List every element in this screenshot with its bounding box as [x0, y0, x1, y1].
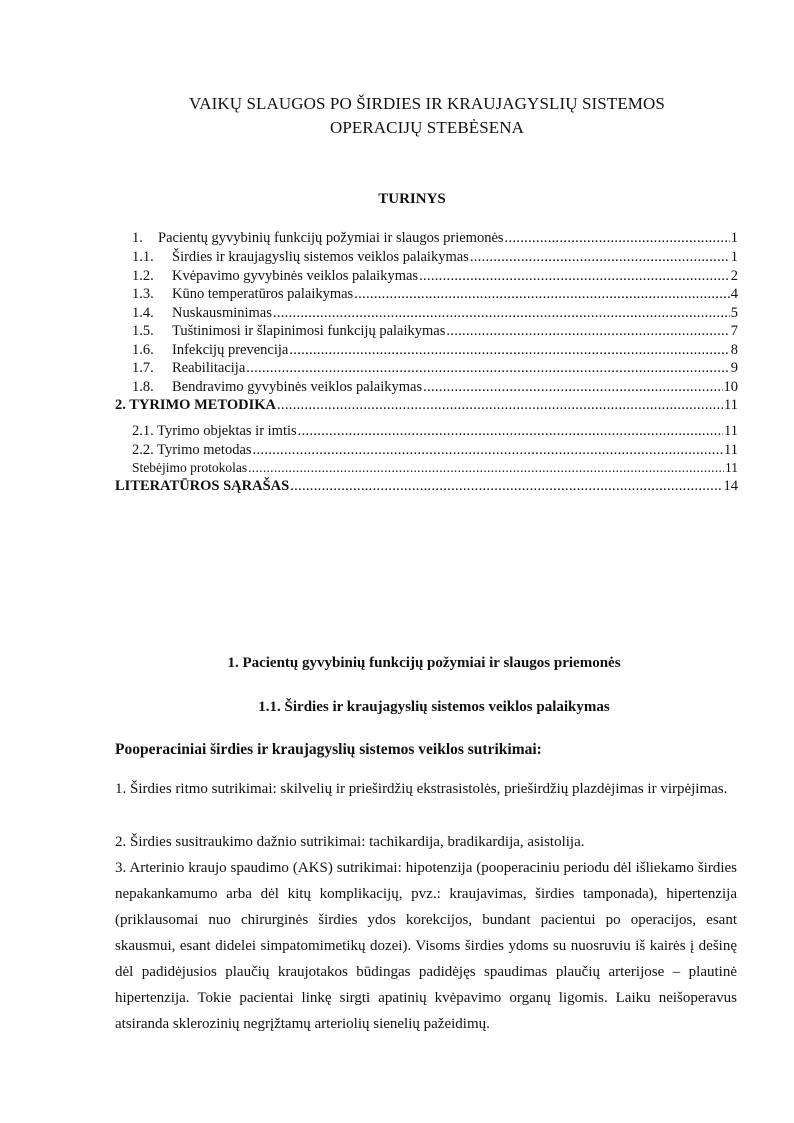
paragraph-heading: Pooperaciniai širdies ir kraujagyslių sistemos veiklos sutrikimai:: [115, 741, 542, 758]
toc-entry-page: 11: [724, 442, 738, 458]
toc-entry-number: 1.7.: [132, 360, 154, 376]
toc-entry-label: Pacientų gyvybinių funkcijų požymiai ir slaugos priemonės: [158, 230, 504, 246]
toc-dot-leader: [253, 441, 723, 459]
toc-entry-1-5[interactable]: [132, 322, 738, 340]
toc-entry-page: 7: [730, 323, 738, 339]
toc-entry-label: Stebėjimo protokolas: [132, 460, 248, 475]
body-paragraph-2: 2. Širdies susitraukimo dažnio sutrikimai: tachikardija, bradikardija, asistolija.: [115, 834, 585, 850]
toc-dot-leader: [289, 341, 729, 359]
toc-entry-page: 4: [730, 286, 738, 302]
toc-dot-leader: [505, 229, 730, 247]
toc-entry-label: Nuskausminimas: [172, 305, 272, 321]
toc-entry-label: LITERATŪROS SĄRAŠAS: [115, 478, 290, 494]
toc-entry-1-7[interactable]: [132, 359, 738, 377]
toc-entry-number: 1.1.: [132, 249, 154, 265]
toc-entry-1[interactable]: [132, 229, 738, 247]
toc-entry-page: 1: [730, 249, 738, 265]
toc-entry-number: 1.5.: [132, 323, 154, 339]
document-title-line-1: VAIKŲ SLAUGOS PO ŠIRDIES IR KRAUJAGYSLIŲ SISTEMOS: [189, 94, 665, 113]
toc-entry-number: 1.2.: [132, 268, 154, 284]
toc-dot-leader: [298, 422, 723, 440]
toc-entry-1-8[interactable]: [132, 378, 738, 396]
document-title-line-2: OPERACIJŲ STEBĖSENA: [329, 118, 525, 137]
toc-entry-label: Tuštinimosi ir šlapinimosi funkcijų palaikymas: [172, 323, 446, 339]
toc-entry-2-2[interactable]: [132, 441, 738, 459]
toc-entry-page: 11: [724, 423, 738, 439]
toc-entry-1-1[interactable]: [132, 248, 738, 266]
toc-entry-1-6[interactable]: [132, 341, 738, 359]
toc-dot-leader: [423, 378, 722, 396]
toc-entry-page: 10: [723, 379, 738, 395]
toc-entry-1-3[interactable]: [132, 285, 738, 303]
toc-entry-label: Kūno temperatūros palaikymas: [172, 286, 354, 302]
toc-entry-1-4[interactable]: [132, 304, 738, 322]
toc-dot-leader: [290, 477, 722, 495]
toc-dot-leader: [277, 396, 723, 414]
toc-heading: TURINYS: [378, 191, 446, 207]
toc-entry-page: 2: [730, 268, 738, 284]
toc-entry-page: 14: [723, 478, 738, 494]
toc-entry-label: Bendravimo gyvybinės veiklos palaikymas: [172, 379, 423, 395]
toc-dot-leader: [419, 267, 730, 285]
toc-dot-leader: [246, 359, 729, 377]
toc-entry-number: 1.3.: [132, 286, 154, 302]
toc-dot-leader: [248, 459, 724, 477]
toc-dot-leader: [446, 322, 729, 340]
toc-entry-label: 2. TYRIMO METODIKA: [115, 397, 276, 413]
toc-entry-number: 1.6.: [132, 342, 154, 358]
section-heading: 1. Pacientų gyvybinių funkcijų požymiai ir slaugos priemonės: [227, 655, 621, 671]
toc-entry-references[interactable]: [115, 477, 738, 495]
toc-entry-page: 5: [730, 305, 738, 321]
toc-entry-label: Kvėpavimo gyvybinės veiklos palaikymas: [172, 268, 419, 284]
toc-entry-number: 1.8.: [132, 379, 154, 395]
body-paragraph-1: 1. Širdies ritmo sutrikimai: skilvelių ir prieširdžių ekstrasistolės, prieširdžių plazdėjimas ir virpėjimas.: [115, 781, 728, 797]
subsection-heading: 1.1. Širdies ir kraujagyslių sistemos veiklos palaikymas: [258, 699, 610, 715]
toc-entry-page: 11: [725, 460, 738, 475]
toc-entry-1-2[interactable]: [132, 267, 738, 285]
toc-entry-page: 9: [730, 360, 738, 376]
toc-entry-number: 1.4.: [132, 305, 154, 321]
toc-dot-leader: [354, 285, 730, 303]
toc-entry-page: 8: [730, 342, 738, 358]
toc-entry-number: 1.: [132, 230, 143, 246]
body-paragraph-3: 3. Arterinio kraujo spaudimo (AKS) sutrikimai: hipotenzija (pooperaciniu periodu dėl išliekamo širdies nepakankamumo arba dėl kitų komplikacijų, pvz.: kraujavimas, širdies tamponada), hipertenzija (priklausomai nuo chirurginės širdies ydos korekcijos, bundant pacientui po operacijos, esant skausmui, esant didelei simpatomimetikų dozei). Visoms širdies ydoms su nuosruviu iš kairės į dešinę dėl padidėjusios plaučių kraujotakos būdingas padidėjęs spaudimas plaučių arterijose – plautinė hipertenzija. Tokie pacientai linkę sirgti apatinių kvėpavimo organų ligomis. Laiku neišoperavus atsiranda sklerozinių negrįžtamų arteriolių sienelių pažeidimų.: [115, 860, 737, 1032]
toc-dot-leader: [273, 304, 730, 322]
toc-entry-label: 2.1. Tyrimo objektas ir imtis: [132, 423, 297, 439]
toc-entry-label: Reabilitacija: [172, 360, 246, 376]
toc-entry-label: Širdies ir kraujagyslių sistemos veiklos palaikymas: [172, 249, 469, 265]
toc-entry-2-1[interactable]: [132, 422, 738, 440]
toc-entry-label: 2.2. Tyrimo metodas: [132, 442, 252, 458]
toc-entry-protocol[interactable]: [132, 459, 738, 477]
toc-entry-page: 1: [730, 230, 738, 246]
toc-entry-page: 11: [724, 397, 738, 413]
toc-entry-label: Infekcijų prevencija: [172, 342, 289, 358]
toc-entry-2[interactable]: [115, 396, 738, 414]
toc-dot-leader: [470, 248, 730, 266]
